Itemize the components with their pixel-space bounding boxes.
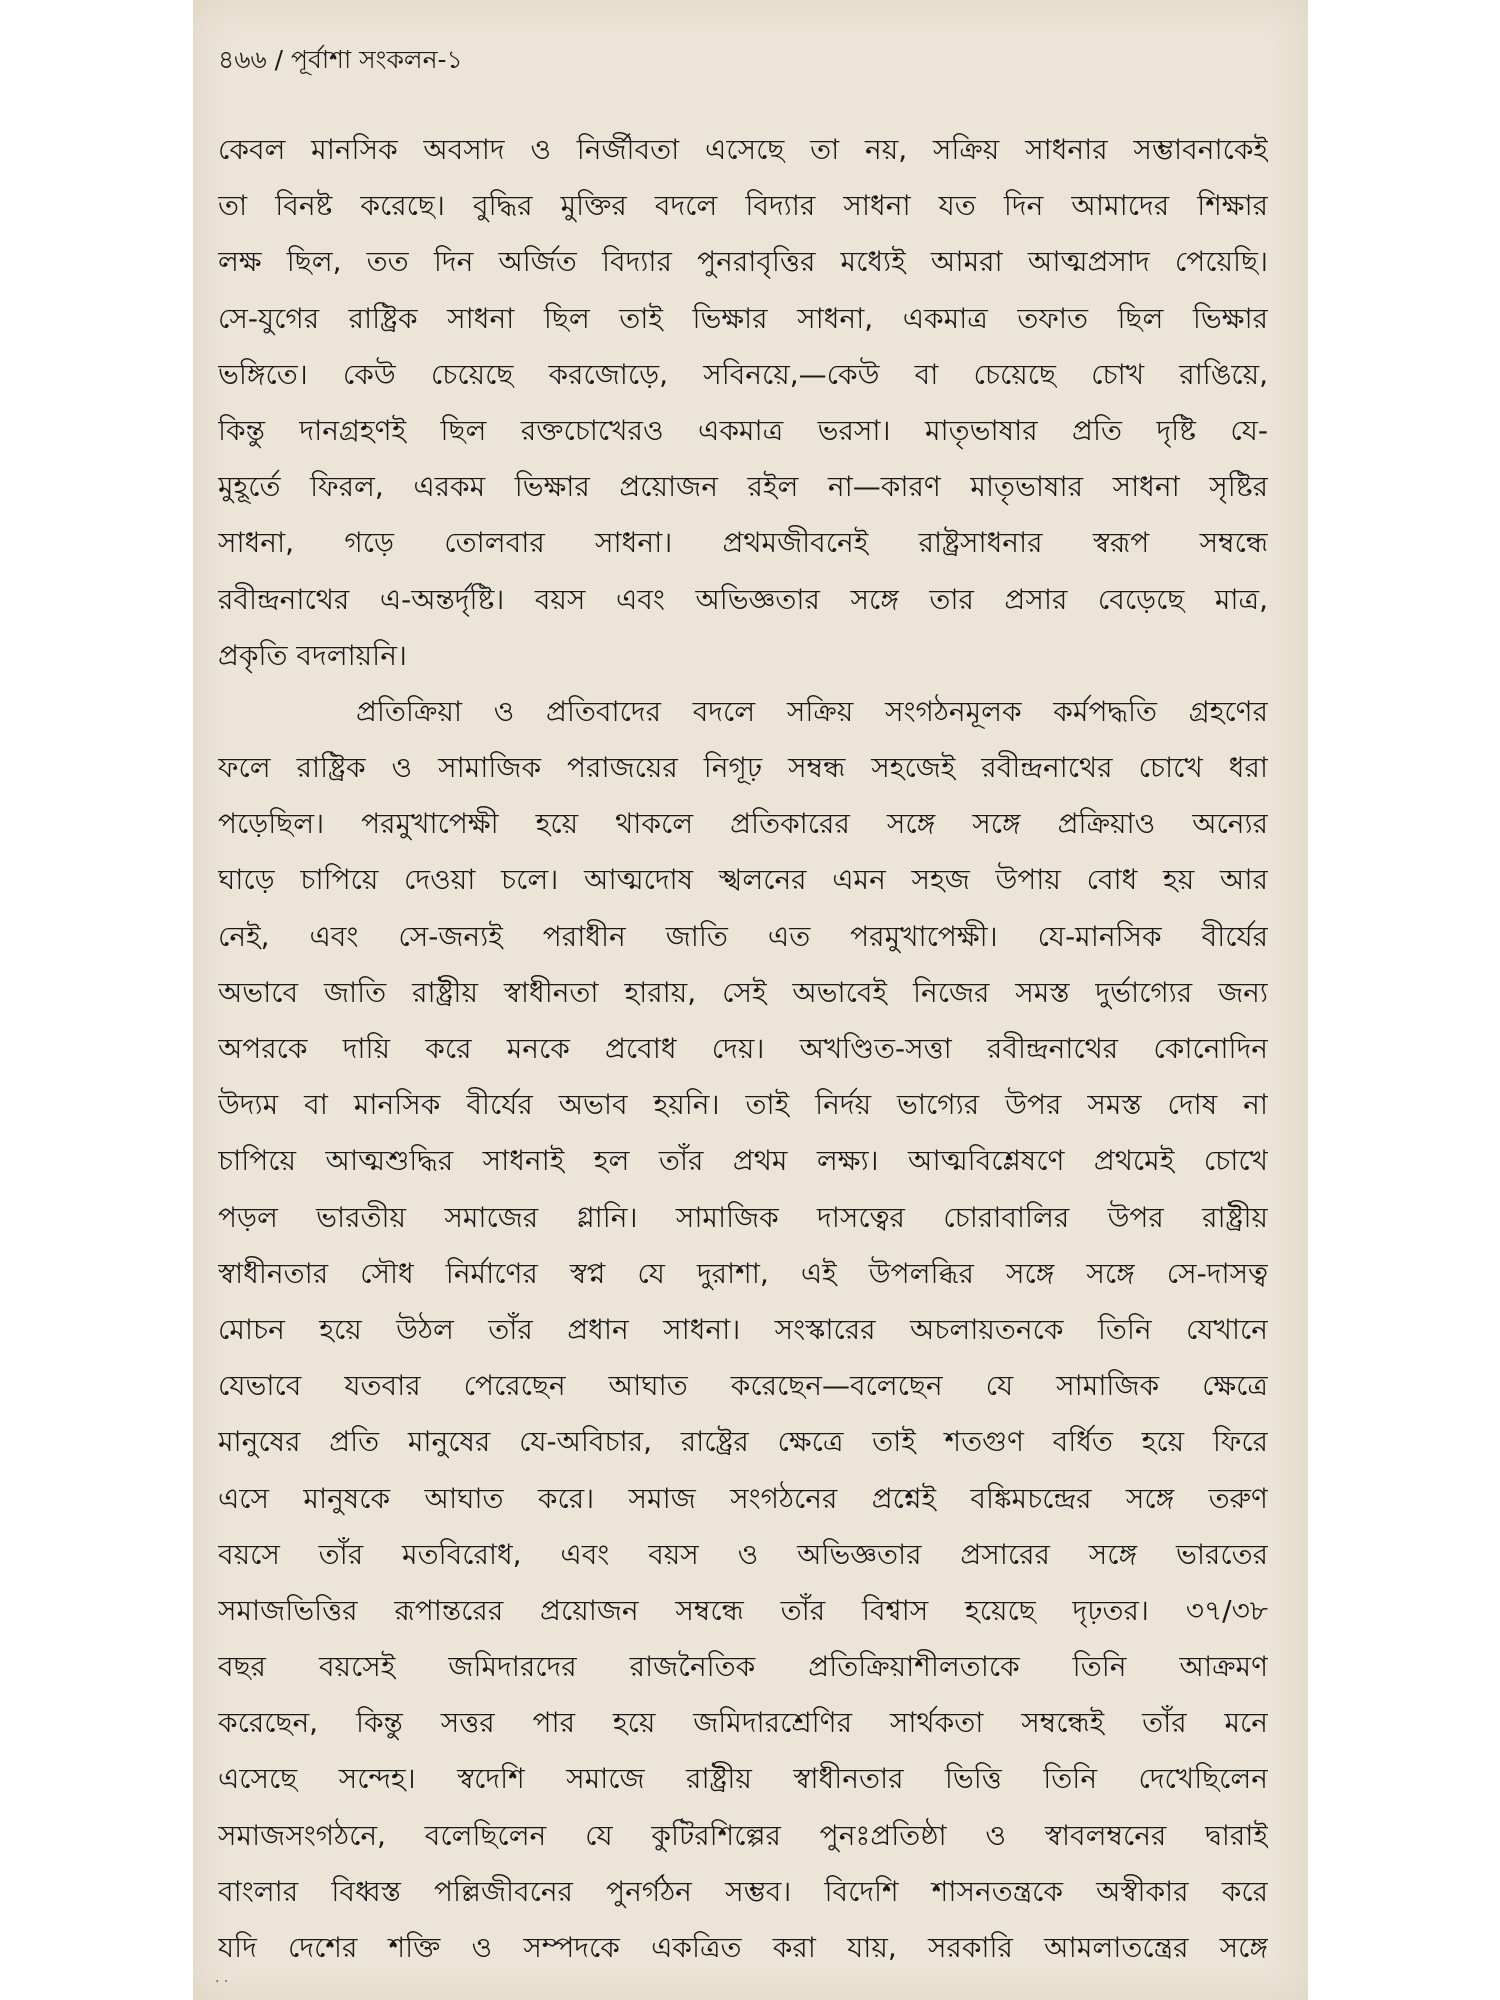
text-line: কেবল মানসিক অবসাদ ও নির্জীবতা এসেছে তা নয়, সক্রিয় সাধনার সম্ভাবনাকেই — [218, 133, 1268, 166]
text-line: পড়েছিল। পরমুখাপেক্ষী হয়ে থাকলে প্রতিকারের সঙ্গে সঙ্গে প্রক্রিয়াও অন্যের — [218, 807, 1268, 841]
text-line: সমাজসংগঠনে, বলেছিলেন যে কুটিরশিল্পের পুনঃপ্রতিষ্ঠা ও স্বাবলম্বনের দ্বারাই — [218, 1818, 1268, 1852]
text-line: সে-যুগের রাষ্ট্রিক সাধনা ছিল তাই ভিক্ষার সাধনা, একমাত্র তফাত ছিল ভিক্ষার — [218, 301, 1268, 335]
text-line: উদ্যম বা মানসিক বীর্যের অভাব হয়নি। তাই নির্দয় ভাগ্যের উপর সমস্ত দোষ না — [218, 1088, 1268, 1122]
text-line: রবীন্দ্রনাথের এ-অন্তর্দৃষ্টি। বয়স এবং অভিজ্ঞতার সঙ্গে তার প্রসার বেড়েছে মাত্র, — [218, 582, 1268, 616]
text-line: সাধনা, গড়ে তোলবার সাধনা। প্রথমজীবনেই রাষ্ট্রসাধনার স্বরূপ সম্বন্ধে — [218, 526, 1268, 560]
paragraph-end-line: প্রকৃতি বদলায়নি। — [218, 638, 407, 672]
body-text — [218, 122, 1268, 1976]
text-line: যেভাবে যতবার পেরেছেন আঘাত করেছেন—বলেছেন যে সামাজিক ক্ষেত্রে — [218, 1369, 1268, 1403]
text-line: করেছেন, কিন্তু সত্তর পার হয়ে জমিদারশ্রেণির সার্থকতা সম্বন্ধেই তাঁর মনে — [218, 1706, 1268, 1740]
running-head: ৪৬৬ / পূর্বাশা সংকলন-১ — [218, 45, 463, 74]
text-line: এসে মানুষকে আঘাত করে। সমাজ সংগঠনের প্রশ্নেই বঙ্কিমচন্দ্রের সঙ্গে তরুণ — [218, 1481, 1268, 1515]
text-line: বাংলার বিধ্বস্ত পল্লিজীবনের পুনর্গঠন সম্ভব। বিদেশি শাসনতন্ত্রকে অস্বীকার করে — [218, 1874, 1268, 1908]
text-line: অপরকে দায়ি করে মনকে প্রবোধ দেয়। অখণ্ডিত-সত্তা রবীন্দ্রনাথের কোনোদিন — [218, 1032, 1268, 1065]
text-line: যদি দেশের শক্তি ও সম্পদকে একত্রিত করা যায়, সরকারি আমলাতন্ত্রের সঙ্গে — [218, 1931, 1268, 1964]
text-line: অভাবে জাতি রাষ্ট্রীয় স্বাধীনতা হারায়, সেই অভাবেই নিজের সমস্ত দুর্ভাগ্যের জন্য — [218, 975, 1268, 1009]
book-page — [193, 0, 1308, 2000]
corner-mark: . . — [215, 1970, 229, 1986]
text-line: কিন্তু দানগ্রহণই ছিল রক্তচোখেরও একমাত্র ভরসা। মাতৃভাষার প্রতি দৃষ্টি যে- — [218, 413, 1268, 447]
text-line: নেই, এবং সে-জন্যই পরাধীন জাতি এত পরমুখাপেক্ষী। যে-মানসিক বীর্যের — [218, 919, 1268, 953]
paragraph-first-line: প্রতিক্রিয়া ও প্রতিবাদের বদলে সক্রিয় সংগঠনমূলক কর্মপদ্ধতি গ্রহণের — [356, 694, 1268, 728]
text-line: মুহূর্তে ফিরল, এরকম ভিক্ষার প্রয়োজন রইল না—কারণ মাতৃভাষার সাধনা সৃষ্টির — [218, 470, 1268, 504]
text-line: বছর বয়সেই জমিদারদের রাজনৈতিক প্রতিক্রিয়াশীলতাকে তিনি আক্রমণ — [218, 1650, 1268, 1684]
text-line: এসেছে সন্দেহ। স্বদেশি সমাজে রাষ্ট্রীয় স্বাধীনতার ভিত্তি তিনি দেখেছিলেন — [218, 1762, 1268, 1796]
text-line: মানুষের প্রতি মানুষের যে-অবিচার, রাষ্ট্রের ক্ষেত্রে তাই শতগুণ বর্ধিত হয়ে ফিরে — [218, 1425, 1268, 1459]
text-line: মোচন হয়ে উঠল তাঁর প্রধান সাধনা। সংস্কারের অচলায়তনকে তিনি যেখানে — [218, 1312, 1268, 1346]
text-line: চাপিয়ে আত্মশুদ্ধির সাধনাই হল তাঁর প্রথম লক্ষ্য। আত্মবিশ্লেষণে প্রথমেই চোখে — [218, 1144, 1268, 1178]
text-line: পড়ল ভারতীয় সমাজের গ্লানি। সামাজিক দাসত্বের চোরাবালির উপর রাষ্ট্রীয় — [218, 1200, 1268, 1234]
text-line: বয়সে তাঁর মতবিরোধ, এবং বয়স ও অভিজ্ঞতার প্রসারের সঙ্গে ভারতের — [218, 1537, 1268, 1571]
text-line: সমাজভিত্তির রূপান্তরের প্রয়োজন সম্বন্ধে তাঁর বিশ্বাস হয়েছে দৃঢ়তর। ৩৭/৩৮ — [218, 1593, 1268, 1627]
text-line: ভঙ্গিতে। কেউ চেয়েছে করজোড়ে, সবিনয়ে,—কেউ বা চেয়েছে চোখ রাঙিয়ে, — [218, 357, 1268, 391]
text-line: ফলে রাষ্ট্রিক ও সামাজিক পরাজয়ের নিগূঢ় সম্বন্ধ সহজেই রবীন্দ্রনাথের চোখে ধরা — [218, 751, 1268, 785]
text-line: স্বাধীনতার সৌধ নির্মাণের স্বপ্ন যে দুরাশা, এই উপলব্ধির সঙ্গে সঙ্গে সে-দাসত্ব — [218, 1256, 1268, 1290]
text-line: তা বিনষ্ট করেছে। বুদ্ধির মুক্তির বদলে বিদ্যার সাধনা যত দিন আমাদের শিক্ষার — [218, 189, 1268, 223]
text-line: ঘাড়ে চাপিয়ে দেওয়া চলে। আত্মদোষ স্খলনের এমন সহজ উপায় বোধ হয় আর — [218, 863, 1268, 897]
text-line: লক্ষ ছিল, তত দিন অর্জিত বিদ্যার পুনরাবৃত্তির মধ্যেই আমরা আত্মপ্রসাদ পেয়েছি। — [218, 245, 1268, 279]
